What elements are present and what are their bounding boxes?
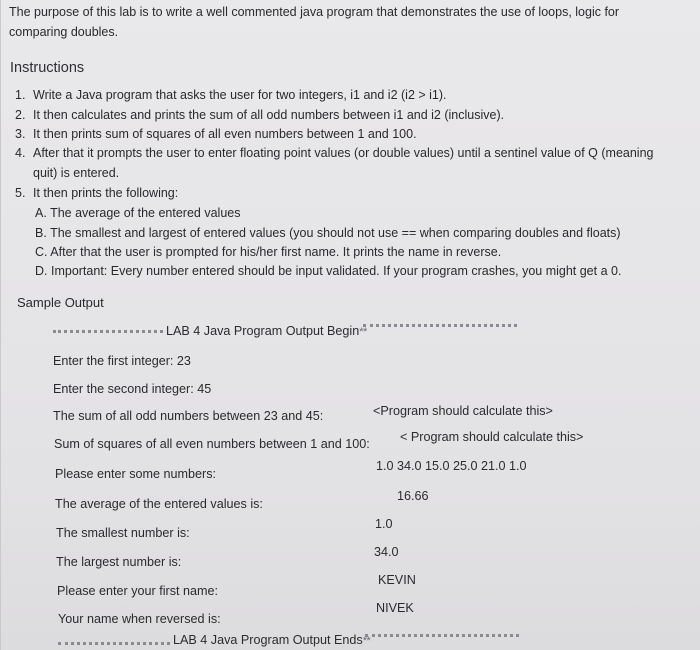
output-label-second-integer: Enter the second integer: 45 bbox=[53, 382, 212, 396]
output-end-banner bbox=[173, 633, 370, 647]
subitem-letter: A. bbox=[35, 206, 47, 220]
begin-dotted-rule-right bbox=[363, 324, 517, 327]
item-number: 5. bbox=[15, 186, 26, 200]
purpose-line-2: comparing doubles. bbox=[9, 25, 119, 39]
output-label-reversed-name: Your name when reversed is: bbox=[58, 612, 221, 626]
output-label-enter-numbers: Please enter some numbers: bbox=[55, 467, 217, 481]
output-value-reversed-name: NIVEK bbox=[376, 601, 414, 615]
end-label: LAB 4 Java Program Output Ends bbox=[173, 633, 363, 647]
output-label-smallest: The smallest number is: bbox=[56, 526, 190, 540]
output-value-even-squares: < Program should calculate this> bbox=[400, 430, 584, 444]
begin-label: LAB 4 Java Program Output Begin bbox=[166, 324, 360, 338]
item-number: 1. bbox=[15, 88, 26, 102]
subitem-letter: D. bbox=[35, 264, 48, 278]
item-text: It then calculates and prints the sum of all odd numbers between i1 and i2 (inclusive). bbox=[33, 108, 505, 122]
begin-dotted-rule-left bbox=[53, 330, 163, 333]
output-label-even-squares: Sum of squares of all even numbers between 1 and 100: bbox=[54, 437, 370, 451]
end-dotted-rule-left bbox=[58, 642, 170, 645]
item-number: 4. bbox=[15, 146, 26, 160]
subitem-text: The smallest and largest of entered values (you should not use == when comparing doubles and floats) bbox=[50, 226, 621, 240]
output-label-average: The average of the entered values is: bbox=[55, 497, 263, 511]
output-value-smallest: 1.0 bbox=[375, 517, 393, 531]
sample-output-heading: Sample Output bbox=[17, 295, 104, 310]
begin-stars: ** bbox=[359, 326, 367, 338]
end-dotted-rule-right bbox=[365, 634, 519, 637]
output-begin-banner bbox=[166, 324, 367, 338]
item-number: 3. bbox=[15, 127, 26, 141]
output-label-first-integer: Enter the first integer: 23 bbox=[53, 354, 191, 368]
item-text: It then prints the following: bbox=[33, 186, 179, 200]
subitem-letter: B. bbox=[35, 226, 47, 240]
output-value-largest: 34.0 bbox=[374, 545, 399, 559]
output-label-first-name: Please enter your first name: bbox=[57, 584, 218, 598]
item-text: Write a Java program that asks the user for two integers, i1 and i2 (i2 > i1). bbox=[33, 88, 447, 102]
subitem-text: After that the user is prompted for his/her first name. It prints the name in reverse. bbox=[50, 245, 502, 259]
item-text: quit) is entered. bbox=[33, 166, 120, 180]
item-number: 2. bbox=[15, 108, 26, 122]
output-value-entered-numbers: 1.0 34.0 15.0 25.0 21.0 1.0 bbox=[376, 459, 527, 473]
output-label-odd-sum: The sum of all odd numbers between 23 and 45: bbox=[53, 409, 324, 423]
subitem-text: Important: Every number entered should be input validated. If your program crashes, you might get a 0. bbox=[50, 264, 622, 278]
subitem-letter: C. bbox=[35, 245, 48, 259]
subitem-b bbox=[35, 226, 621, 240]
subitem-text: The average of the entered values bbox=[50, 206, 241, 220]
output-label-largest: The largest number is: bbox=[56, 555, 182, 569]
subitem-d bbox=[35, 264, 621, 278]
purpose-paragraph bbox=[9, 2, 619, 42]
instructions-heading: Instructions bbox=[10, 60, 85, 76]
end-stars: ** bbox=[362, 635, 371, 647]
output-value-odd-sum: <Program should calculate this> bbox=[373, 404, 553, 418]
purpose-line-1: The purpose of this lab is to write a well commented java program that demonstrates the use of loops, logic for bbox=[9, 5, 620, 19]
subitem-c bbox=[35, 245, 501, 259]
item-text: It then prints sum of squares of all even numbers between 1 and 100. bbox=[33, 127, 417, 141]
output-value-first-name: KEVIN bbox=[378, 573, 416, 587]
subitem-a bbox=[35, 206, 240, 220]
item-text: After that it prompts the user to enter floating point values (or double values) until a sentinel value of Q (meaning bbox=[33, 146, 654, 160]
output-value-average: 16.66 bbox=[397, 489, 429, 503]
